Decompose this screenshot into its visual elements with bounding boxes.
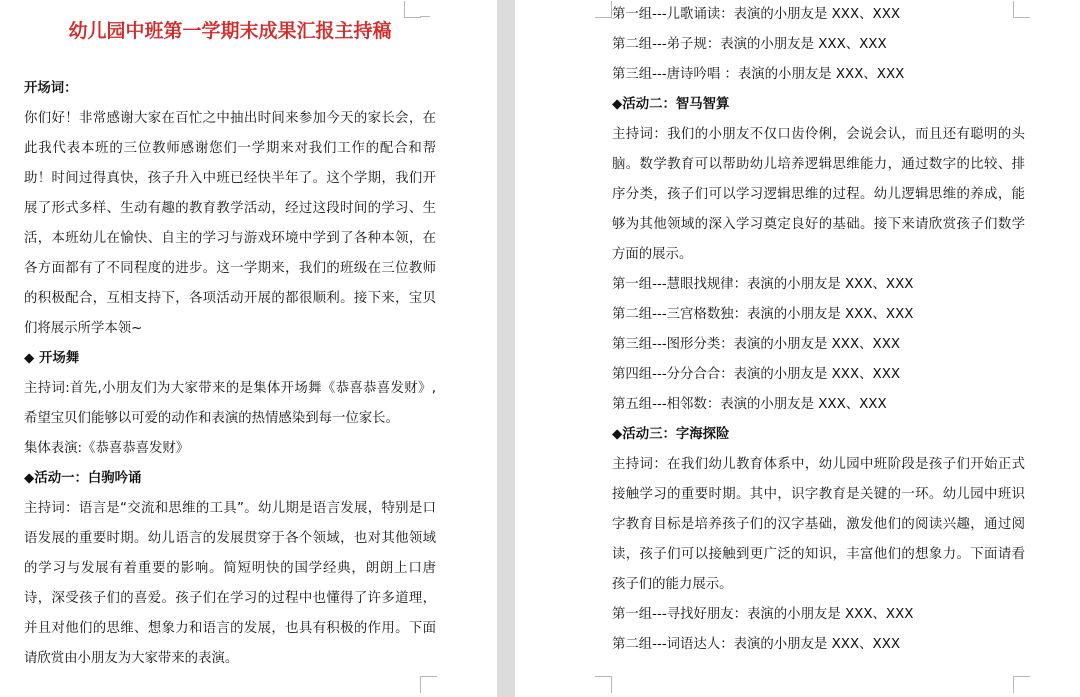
activity1-group-line: 第一组---儿歌诵读：表演的小朋友是 XXX、XXX: [612, 7, 901, 22]
activity2-group-line: 第三组---图形分类：表演的小朋友是 XXX、XXX: [612, 337, 901, 352]
activity1-heading: ◆活动一：白驹吟诵: [24, 471, 142, 486]
spacer: [24, 62, 436, 74]
section-dance-performer: 集体表演:《恭喜恭喜发财》: [24, 441, 190, 456]
activity3-host-text: 主持词：在我们幼儿教育体系中，幼儿园中班阶段是孩子们开始正式接触学习的重要时期。其中，识字教育是关键的一环。幼儿园中班识字教育目标是培养孩子们的汉字基础，激发他们的阅读兴趣，通过阅读，孩子们可以接触到更广泛的知识，丰富他们的想象力。下面请看孩子们的能力展示。: [612, 457, 1025, 592]
margin-corner-mark: [1013, 676, 1030, 693]
activity1-group-line: 第二组---弟子规：表演的小朋友是 XXX、XXX: [612, 37, 887, 52]
activity1-host-text: 主持词：语言是“交流和思维的工具”。幼儿期是语言发展，特别是口语发展的重要时期。幼儿语言的发展贯穿于各个领域，也对其他领域的学习与发展有着重要的影响。简短明快的国学经典，朗朗上口唐诗，深受孩子们的喜爱。孩子们在学习的过程中也懂得了许多道理，并且对他们的思维、想象力和语言的发展，也具有积极的作用。下面请欣赏由小朋友为大家带来的表演。: [24, 501, 436, 666]
activity3-group-line: 第二组---词语达人：表演的小朋友是 XXX、XXX: [612, 637, 901, 652]
opening-heading: 开场词：: [24, 81, 78, 96]
activity3-group-line: 第一组---寻找好朋友：表演的小朋友是 XXX、XXX: [612, 607, 914, 622]
opening-paragraph: 你们好！非常感谢大家在百忙之中抽出时间来参加今天的家长会，在此我代表本班的三位教师感谢您们一学期来对我们工作的配合和帮助！时间过得真快，孩子升入中班已经快半年了。这个学期，我们开展了形式多样、生动有趣的教育教学活动，经过这段时间的学习、生活，本班幼儿在愉快、自主的学习与游戏环境中学到了各种本领，在各方面都有了不同程度的进步。这一学期来，我们的班级在三位教师的积极配合，互相支持下，各项活动开展的都很顺利。接下来，宝贝们将展示所学本领~: [24, 111, 436, 336]
document-page-right: [515, 0, 1080, 697]
section-dance-heading: ◆ 开场舞: [24, 351, 80, 366]
page-content-right: [612, 0, 1025, 660]
activity3-heading: ◆活动三：字海探险: [612, 427, 730, 442]
activity2-heading: ◆活动二：智马智算: [612, 97, 730, 112]
margin-corner-mark: [595, 676, 612, 693]
activity2-group-line: 第五组---相邻数：表演的小朋友是 XXX、XXX: [612, 397, 887, 412]
activity2-group-line: 第四组---分分合合：表演的小朋友是 XXX、XXX: [612, 367, 901, 382]
page-content-left: [24, 0, 436, 674]
activity2-group-line: 第二组---三宫格数独：表演的小朋友是 XXX、XXX: [612, 307, 914, 322]
activity2-group-line: 第一组---慧眼找规律：表演的小朋友是 XXX、XXX: [612, 277, 914, 292]
document-page-left: [0, 0, 497, 697]
margin-corner-mark: [595, 1, 612, 18]
section-dance-host-text: 主持词:首先,小朋友们为大家带来的是集体开场舞《恭喜恭喜发财》,希望宝贝们能够以可爱的动作和表演的热情感染到每一位家长。: [24, 381, 436, 426]
margin-corner-mark: [420, 676, 437, 693]
activity2-host-text: 主持词：我们的小朋友不仅口齿伶俐，会说会认，而且还有聪明的头脑。数学教育可以帮助幼儿培养逻辑思维能力，通过数字的比较、排序分类，孩子们可以学习逻辑思维的过程。幼儿逻辑思维的养成，能够为其他领域的深入学习奠定良好的基础。接下来请欣赏孩子们数学方面的展示。: [612, 127, 1025, 262]
document-title: 幼儿园中班第一学期末成果汇报主持稿: [68, 20, 392, 42]
activity1-group-line: 第三组---唐诗吟唱 ：表演的小朋友是 XXX、XXX: [612, 67, 905, 82]
